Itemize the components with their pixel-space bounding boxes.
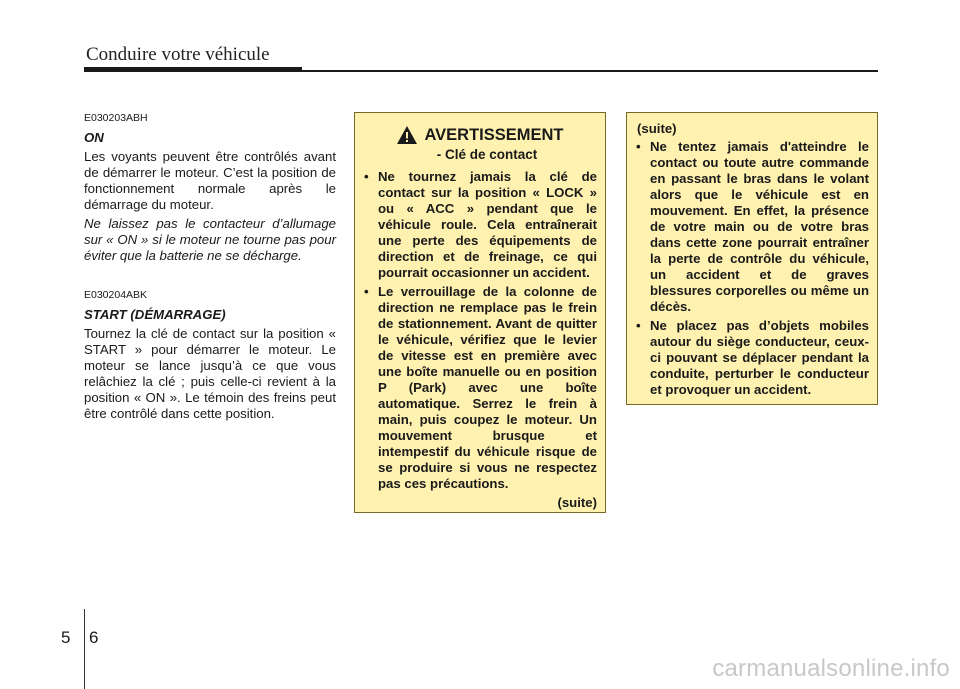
section-code: E030203ABH — [84, 112, 148, 124]
continued-label: (suite) — [637, 121, 677, 136]
section-paragraph: Tournez la clé de contact sur la position « START » pour démarrer le moteur. Le moteur se lance jusqu’à ce que vous relâchiez la clé ; puis celle-ci revient à la position « ON ». Le témoin des freins peut être contrôlé dans cette position. — [84, 326, 336, 421]
warning-title-row — [363, 125, 597, 145]
warning-item: • Le verrouillage de la colonne de direction ne remplace pas le frein de stationnement. Avant de quitter le véhicule, vérifiez que le levier de vitesse est en première avec une boîte manuelle ou en position P (Park) avec une boîte automatique. Serrez le frein à main, puis coupez le moteur. Un mouvement brusque et intempestif du véhicule risque de se produire si vous ne respectez pas ces précautions. — [364, 284, 597, 491]
warning-title: AVERTISSEMENT — [424, 126, 564, 144]
section-code: E030204ABK — [84, 289, 148, 301]
warning-triangle-icon — [396, 125, 418, 145]
chapter-number: 5 — [61, 628, 71, 647]
footer-divider — [84, 609, 85, 689]
warning-item: • Ne tentez jamais d'atteindre le contact ou toute autre commande en passant le bras dans le volant alors que le véhicule est en mouvement. En effet, la présence de votre main ou de votre bras dans cette zone pourrait entraîner la perte de contrôle du véhicule, un accident et de graves blessures corporelles ou même un décès. — [636, 139, 869, 314]
warning-box-continued — [626, 112, 878, 405]
watermark: carmanualsonline.info — [712, 655, 950, 682]
section-heading-start: START (DÉMARRAGE) — [84, 307, 226, 322]
left-column — [84, 110, 336, 425]
warning-list — [363, 169, 597, 492]
header-rule — [84, 70, 878, 72]
page-number: 6 — [89, 628, 99, 647]
warning-list — [635, 139, 869, 398]
warning-box — [354, 112, 606, 513]
warning-item: • Ne placez pas d’objets mobiles autour du siège conducteur, ceux-ci pouvant se déplacer pendant la conduite, perturber le conducteur et provoquer un accident. — [636, 318, 869, 397]
warning-item: • Ne tournez jamais la clé de contact sur la position « LOCK » ou « ACC » pendant que le véhicule roule. Cela entraînerait une perte des équipements de direction et de freinage, ce qui pourrait occasionner un accident. — [364, 169, 597, 280]
section-paragraph: Les voyants peuvent être contrôlés avant de démarrer le moteur. C’est la position de fonctionnement normale après le démarrage du moteur. — [84, 149, 336, 212]
continued-label: (suite) — [557, 495, 597, 510]
section-heading-on: ON — [84, 130, 104, 145]
section-note: Ne laissez pas le contacteur d’allumage sur « ON » si le moteur ne tourne pas pour éviter que la batterie ne se décharge. — [84, 216, 336, 263]
warning-subtitle: - Clé de contact — [436, 147, 538, 162]
page-header-title: Conduire votre véhicule — [86, 44, 270, 65]
